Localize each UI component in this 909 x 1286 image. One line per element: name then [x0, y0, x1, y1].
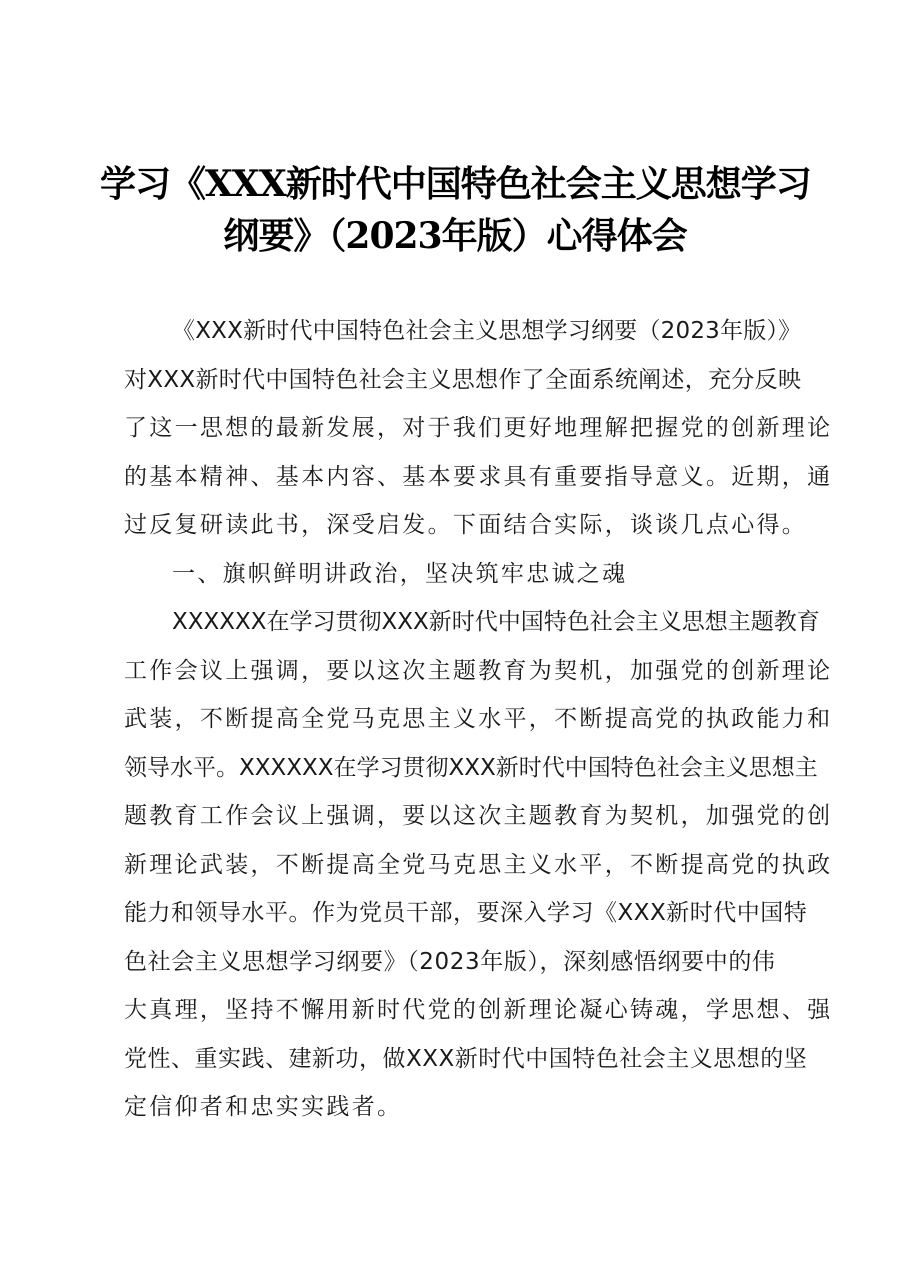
- paragraph-line: 工作会议上强调，要以这次主题教育为契机，加强党的创新理论: [124, 657, 833, 684]
- section-heading: 一、旗帜鲜明讲政治，坚决筑牢忠诚之魂: [172, 560, 628, 587]
- paragraph-line: 新理论武装，不断提高全党马克思主义水平，不断提高党的执政: [124, 851, 833, 878]
- paragraph-line: 对XXX新时代中国特色社会主义思想作了全面系统阐述，充分反映: [124, 366, 802, 393]
- paragraph-line: 领导水平。XXXXXX在学习贯彻XXX新时代中国特色社会主义思想主: [124, 754, 818, 781]
- paragraph-line: 色社会主义思想学习纲要》（2023年版），深刻感悟纲要中的伟: [124, 948, 776, 975]
- paragraph-line: 定信仰者和忠实实践者。: [124, 1094, 403, 1120]
- paragraph-line: 的基本精神、基本内容、基本要求具有重要指导意义。近期，通: [124, 463, 833, 490]
- paragraph-line: XXXXXX在学习贯彻XXX新时代中国特色社会主义思想主题教育: [172, 609, 820, 635]
- title-line: 学习《XXX新时代中国特色社会主义思想学习: [100, 163, 811, 205]
- paragraph-line: 能力和领导水平。作为党员干部，要深入学习《XXX新时代中国特: [124, 900, 808, 926]
- paragraph-line: 大真理，坚持不懈用新时代党的创新理论凝心铸魂，学思想、强: [124, 997, 833, 1023]
- paragraph-line: 题教育工作会议上强调，要以这次主题教育为契机，加强党的创: [124, 803, 833, 829]
- paragraph-line: 武装，不断提高全党马克思主义水平，不断提高党的执政能力和: [124, 706, 833, 732]
- document-body: [124, 307, 833, 1132]
- title-line: 纲要》（2023年版）心得体会: [223, 215, 687, 257]
- paragraph-line: 《XXX新时代中国特色社会主义思想学习纲要（2023年版）》: [172, 318, 802, 344]
- paragraph-line: 党性、重实践、建新功，做XXX新时代中国特色社会主义思想的坚: [124, 1045, 808, 1072]
- paragraph-line: 过反复研读此书，深受启发。下面结合实际，谈谈几点心得。: [124, 512, 808, 538]
- paragraph-line: 了这一思想的最新发展，对于我们更好地理解把握党的创新理论: [124, 415, 833, 441]
- document-title: [100, 158, 810, 262]
